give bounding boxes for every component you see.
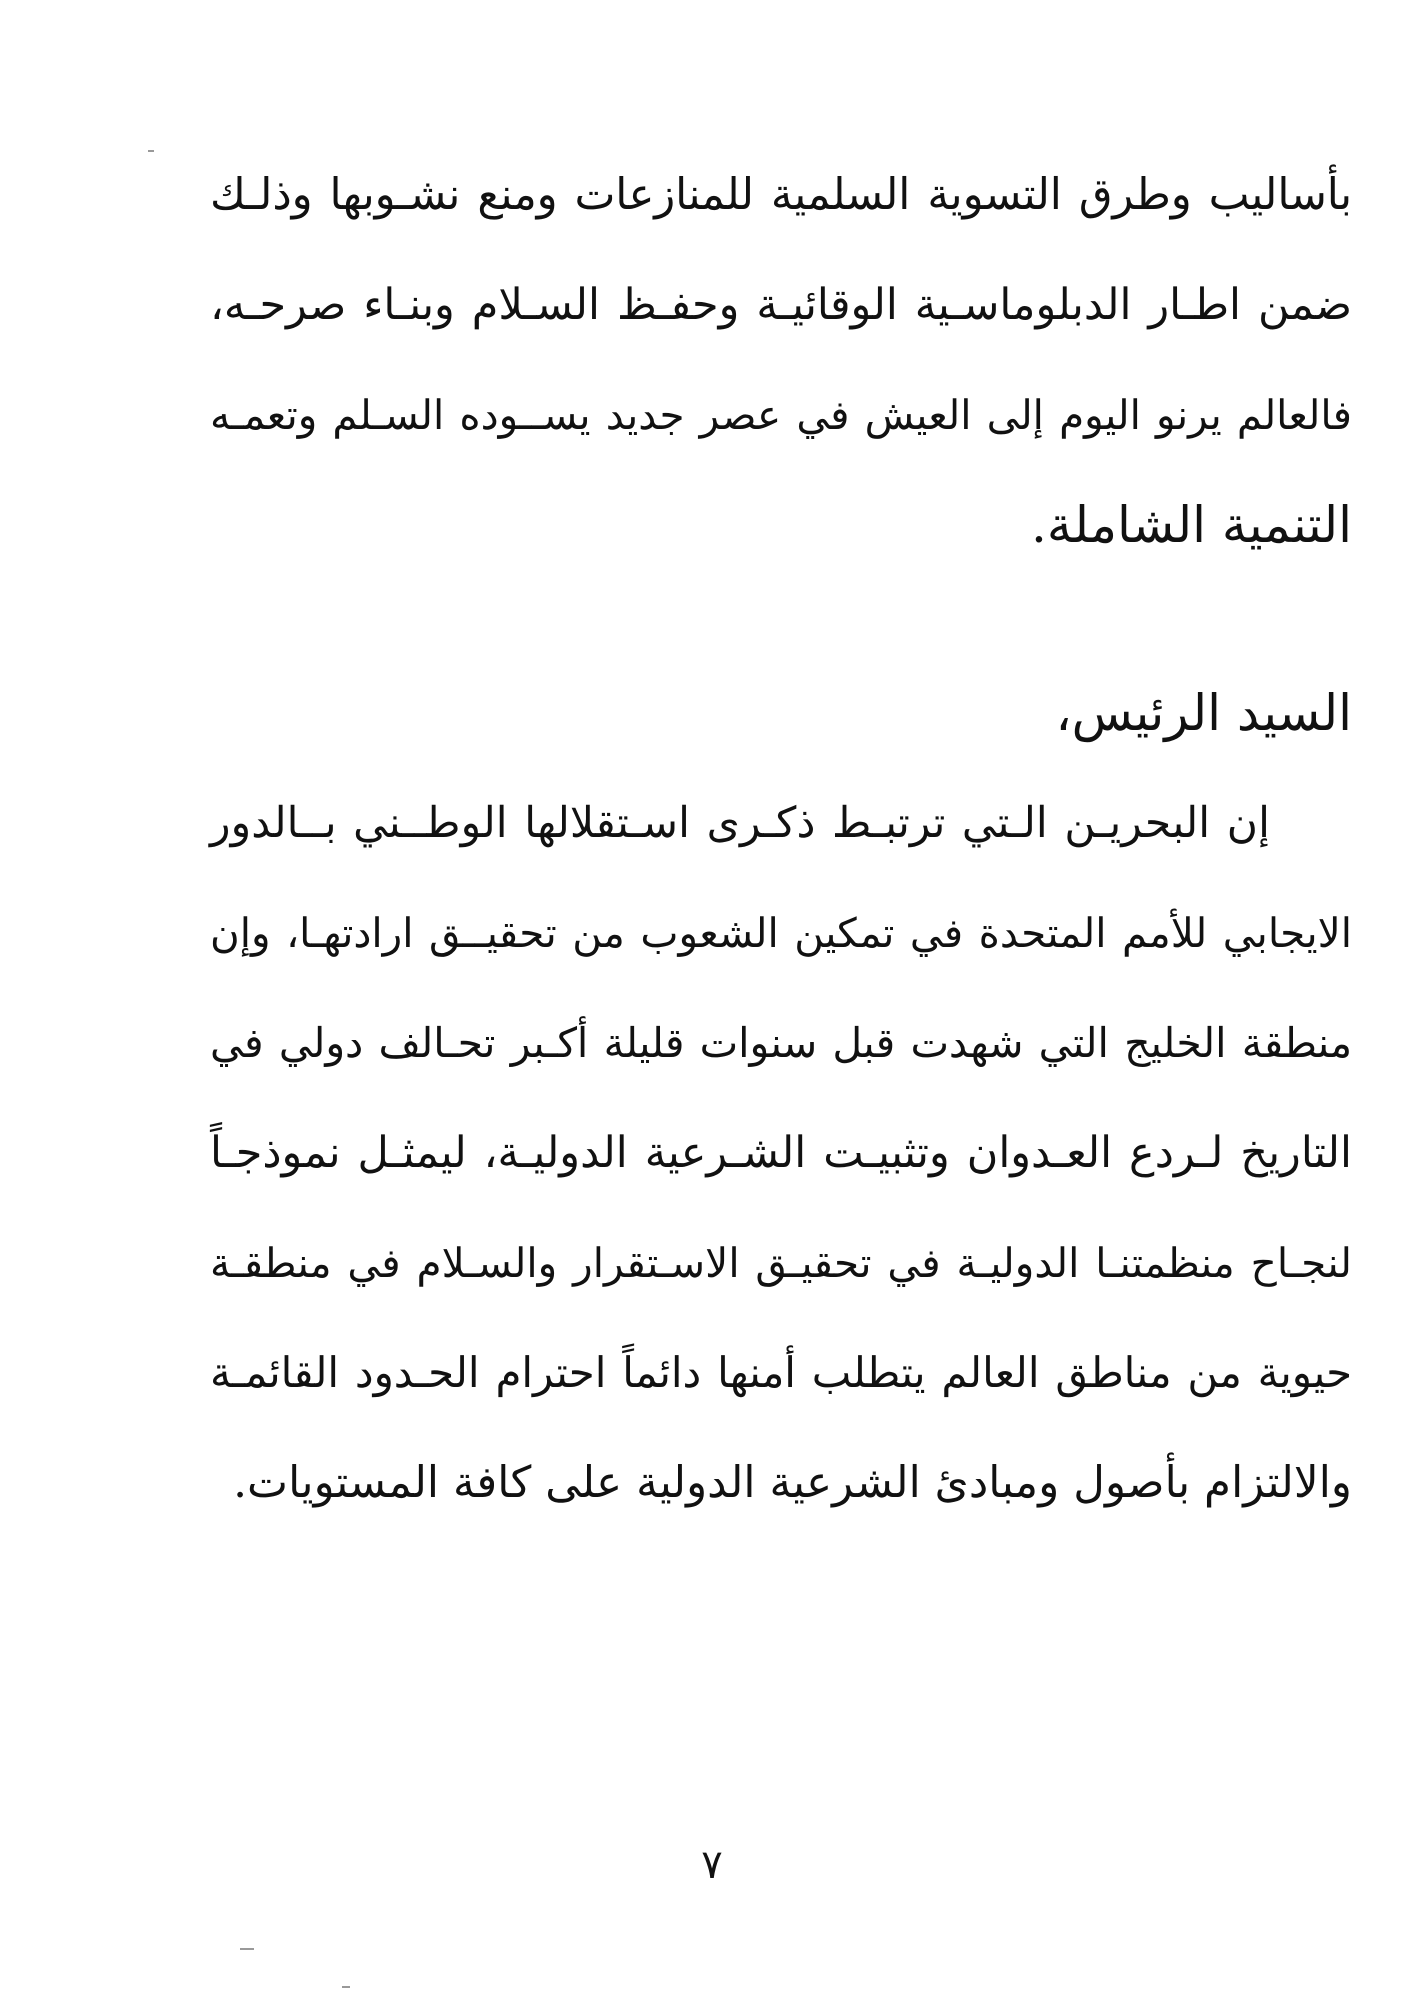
salutation: السيد الرئيس، xyxy=(1055,684,1352,742)
paragraph-2-line: إن البحريـن الـتي ترتبـط ذكـرى اسـتقلالها الوطــني بــالدور xyxy=(210,798,1270,848)
paragraph-2-line: التاريخ لـردع العـدوان وتثبيـت الشـرعية الدوليـة، ليمثـل نموذجـاً xyxy=(210,1128,1352,1178)
paragraph-1 xyxy=(210,140,1352,580)
paragraph-2-line: الايجابي للأمم المتحدة في تمكين الشعوب من تحقيــق ارادتهـا، وإن xyxy=(210,909,1352,957)
paragraph-1-line: فالعالم يرنو اليوم إلى العيش في عصر جديد يســوده السـلم وتعمـه xyxy=(210,391,1352,439)
paragraph-1-line: بأساليب وطرق التسوية السلمية للمنازعات ومنع نشـوبها وذلـك xyxy=(210,170,1352,220)
paragraph-2 xyxy=(210,658,1352,1538)
paragraph-2-line: حيوية من مناطق العالم يتطلب أمنها دائماً احترام الحـدود القائمـة xyxy=(210,1348,1352,1397)
scan-speck xyxy=(148,150,154,152)
paragraph-1-line: التنمية الشاملة. xyxy=(1031,496,1352,554)
scan-speck xyxy=(342,1986,350,1988)
paragraph-1-line: ضمن اطـار الدبلوماسـية الوقائيـة وحفـظ السـلام وبنـاء صرحـه، xyxy=(210,280,1352,330)
scan-speck xyxy=(240,1948,254,1950)
paragraph-2-line: لنجـاح منظمتنـا الدوليـة في تحقيـق الاسـتقرار والسـلام في منطقـة xyxy=(210,1239,1352,1287)
paragraph-2-line: منطقة الخليج التي شهدت قبل سنوات قليلة أكـبر تحـالف دولي في xyxy=(210,1019,1352,1067)
page-number: ٧ xyxy=(701,1842,723,1888)
paragraph-2-line: والالتزام بأصول ومبادئ الشرعية الدولية على كافة المستويات. xyxy=(233,1457,1352,1508)
